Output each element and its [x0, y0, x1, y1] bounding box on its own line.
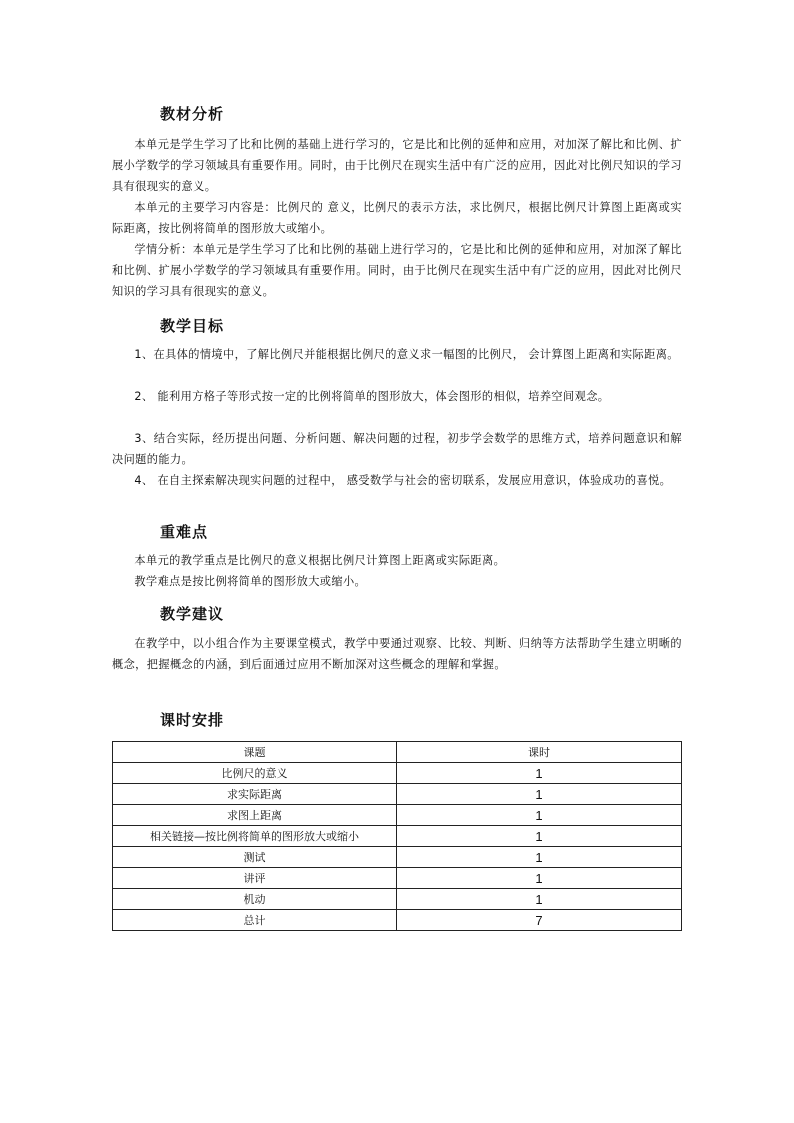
- paragraph-goal-3: 3、结合实际，经历提出问题、分析问题、解决问题的过程，初步学会数学的思维方式，培养问题意识和解决问题的能力。: [112, 432, 682, 466]
- paragraph-goal-2: 2、 能利用方格子等形式按一定的比例将简单的图形放大，体会图形的相似，培养空间观念。: [134, 390, 610, 403]
- cell-topic: 相关链接—按比例将简单的图形放大或缩小: [113, 826, 397, 847]
- table-row: [113, 868, 682, 889]
- cell-hours: 1: [397, 847, 682, 868]
- cell-hours: 1: [397, 784, 682, 805]
- cell-hours: 1: [397, 763, 682, 784]
- table-row: [113, 826, 682, 847]
- cell-hours: 1: [397, 805, 682, 826]
- heading-teaching-goals: 教学目标: [160, 317, 225, 335]
- heading-key-points: 重难点: [160, 523, 209, 541]
- paragraph-goal-4: 4、 在自主探索解决现实问题的过程中， 感受数学与社会的密切联系，发展应用意识，体验成功的喜悦。: [134, 474, 672, 487]
- table-header-row: [113, 742, 682, 763]
- table-row: [113, 889, 682, 910]
- paragraph-materials-3: 学情分析：本单元是学生学习了比和比例的基础上进行学习的，它是比和比例的延伸和应用，对加深了解比和比例、扩展小学数学的学习领域具有重要作用。同时，由于比例尺在现实生活中有广泛的应用，因此对比例尺知识的学习具有很现实的意义。: [112, 243, 682, 298]
- table-row: [113, 763, 682, 784]
- cell-topic: 讲评: [113, 868, 397, 889]
- paragraph-key-point-1: 本单元的教学重点是比例尺的意义根据比例尺计算图上距离或实际距离。: [134, 554, 506, 567]
- cell-topic: 测试: [113, 847, 397, 868]
- cell-hours: 1: [397, 826, 682, 847]
- cell-topic: 求图上距离: [113, 805, 397, 826]
- cell-hours: 1: [397, 889, 682, 910]
- cell-topic: 机动: [113, 889, 397, 910]
- paragraph-key-point-2: 教学难点是按比例将简单的图形放大或缩小。: [134, 575, 367, 588]
- table-row-total: [113, 910, 682, 931]
- paragraph-suggestion-1: 在教学中，以小组合作为主要课堂模式，教学中要通过观察、比较、判断、归纳等方法帮助学生建立明晰的概念，把握概念的内涵，到后面通过应用不断加深对这些概念的理解和掌握。: [112, 637, 682, 671]
- paragraph-materials-2: 本单元的主要学习内容是：比例尺的 意义，比例尺的表示方法，求比例尺，根据比例尺计算图上距离或实际距离，按比例将简单的图形放大或缩小。: [112, 201, 682, 235]
- cell-hours: 7: [397, 910, 682, 931]
- heading-teaching-suggestions: 教学建议: [160, 605, 225, 623]
- paragraph-goal-1: 1、在具体的情境中，了解比例尺并能根据比例尺的意义求一幅图的比例尺， 会计算图上距离和实际距离。: [134, 348, 679, 361]
- column-header-hours: 课时: [397, 742, 682, 763]
- schedule-table: [112, 741, 682, 931]
- cell-topic: 比例尺的意义: [113, 763, 397, 784]
- cell-topic: 求实际距离: [113, 784, 397, 805]
- table-row: [113, 847, 682, 868]
- cell-hours: 1: [397, 868, 682, 889]
- paragraph-materials-1: 本单元是学生学习了比和比例的基础上进行学习的，它是比和比例的延伸和应用，对加深了解比和比例、扩展小学数学的学习领域具有重要作用。同时，由于比例尺在现实生活中有广泛的应用，因此对比例尺知识的学习具有很现实的意义。: [112, 138, 682, 193]
- column-header-topic: 课题: [113, 742, 397, 763]
- cell-topic: 总计: [113, 910, 397, 931]
- table-row: [113, 805, 682, 826]
- heading-class-schedule: 课时安排: [160, 711, 225, 729]
- table-row: [113, 784, 682, 805]
- heading-materials-analysis: 教材分析: [160, 105, 225, 123]
